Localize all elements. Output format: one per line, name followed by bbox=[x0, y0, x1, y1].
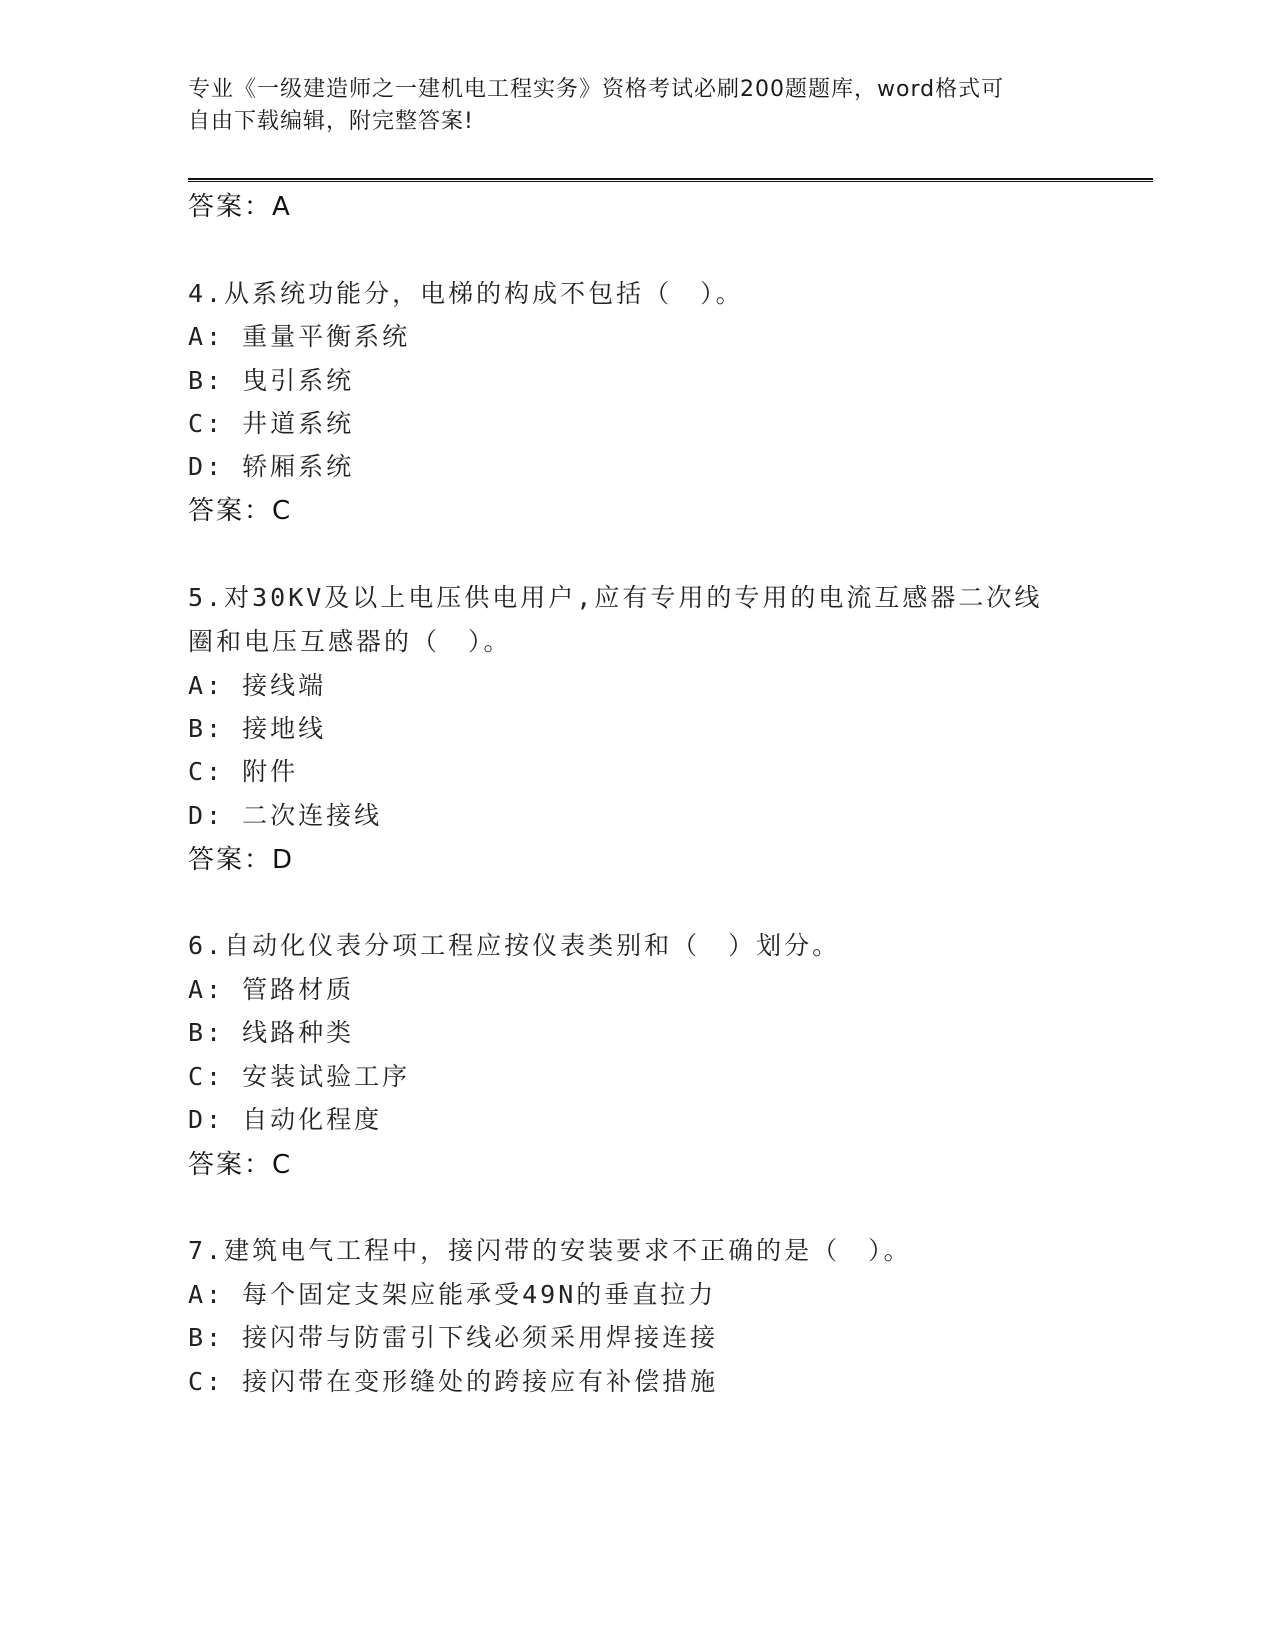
question-5-stem-line-1: 5.对30KV及以上电压供电用户,应有专用的专用的电流互感器二次线 bbox=[188, 583, 1043, 612]
option-letter: C: bbox=[188, 409, 225, 438]
answer-q3: 答案：A bbox=[188, 192, 292, 222]
answer-q5: 答案：D bbox=[188, 845, 295, 875]
question-6-option-d bbox=[188, 1100, 382, 1136]
option-text: 井道系统 bbox=[242, 409, 355, 438]
page-header bbox=[188, 74, 1068, 138]
option-letter: A: bbox=[188, 671, 225, 700]
option-text: 轿厢系统 bbox=[242, 452, 355, 481]
question-5-option-a bbox=[188, 666, 326, 702]
option-letter: A: bbox=[188, 322, 225, 351]
option-letter: D: bbox=[188, 452, 225, 481]
header-divider bbox=[188, 178, 1153, 182]
question-4-option-a bbox=[188, 317, 410, 353]
option-letter: B: bbox=[188, 714, 225, 743]
option-letter: B: bbox=[188, 366, 225, 395]
option-text: 附件 bbox=[242, 757, 299, 786]
option-text: 每个固定支架应能承受49N的垂直拉力 bbox=[242, 1280, 717, 1309]
question-4-option-b bbox=[188, 361, 354, 397]
option-text: 安装试验工序 bbox=[242, 1062, 411, 1091]
question-4-option-c bbox=[188, 404, 354, 440]
option-letter: D: bbox=[188, 801, 225, 830]
option-letter: C: bbox=[188, 757, 225, 786]
option-letter: C: bbox=[188, 1062, 225, 1091]
question-6-option-a bbox=[188, 970, 354, 1006]
option-letter: A: bbox=[188, 1280, 225, 1309]
option-text: 接地线 bbox=[242, 714, 327, 743]
question-7-stem: 7.建筑电气工程中，接闪带的安装要求不正确的是（ ）。 bbox=[188, 1236, 912, 1265]
header-line-2: 自由下载编辑，附完整答案! bbox=[188, 109, 474, 134]
option-letter: A: bbox=[188, 975, 225, 1004]
option-text: 线路种类 bbox=[242, 1018, 355, 1047]
option-text: 重量平衡系统 bbox=[242, 322, 411, 351]
option-text: 接闪带在变形缝处的跨接应有补偿措施 bbox=[242, 1367, 719, 1396]
question-6-option-c bbox=[188, 1057, 410, 1093]
question-7-option-c bbox=[188, 1362, 718, 1398]
option-text: 曳引系统 bbox=[242, 366, 355, 395]
header-line-1: 专业《一级建造师之一建机电工程实务》资格考试必刷200题题库，word格式可 bbox=[188, 77, 1005, 102]
option-letter: D: bbox=[188, 1105, 225, 1134]
question-5-stem-line-2: 圈和电压互感器的（ ）。 bbox=[188, 627, 512, 656]
option-text: 二次连接线 bbox=[242, 801, 383, 830]
question-6-option-b bbox=[188, 1013, 354, 1049]
option-letter: B: bbox=[188, 1018, 225, 1047]
question-5-option-b bbox=[188, 709, 326, 745]
question-5-option-c bbox=[188, 752, 298, 788]
option-text: 自动化程度 bbox=[242, 1105, 383, 1134]
option-letter: C: bbox=[188, 1367, 225, 1396]
question-6-stem: 6.自动化仪表分项工程应按仪表类别和（ ）划分。 bbox=[188, 931, 841, 960]
answer-q6: 答案：C bbox=[188, 1150, 293, 1180]
question-5-option-d bbox=[188, 796, 382, 832]
question-7-option-a bbox=[188, 1275, 716, 1311]
answer-q4: 答案：C bbox=[188, 496, 293, 526]
question-4-option-d bbox=[188, 447, 354, 483]
question-4-stem: 4.从系统功能分，电梯的构成不包括（ ）。 bbox=[188, 279, 744, 308]
question-7-option-b bbox=[188, 1318, 718, 1354]
option-text: 接线端 bbox=[242, 671, 327, 700]
option-text: 接闪带与防雷引下线必须采用焊接连接 bbox=[242, 1323, 719, 1352]
option-text: 管路材质 bbox=[242, 975, 355, 1004]
option-letter: B: bbox=[188, 1323, 225, 1352]
